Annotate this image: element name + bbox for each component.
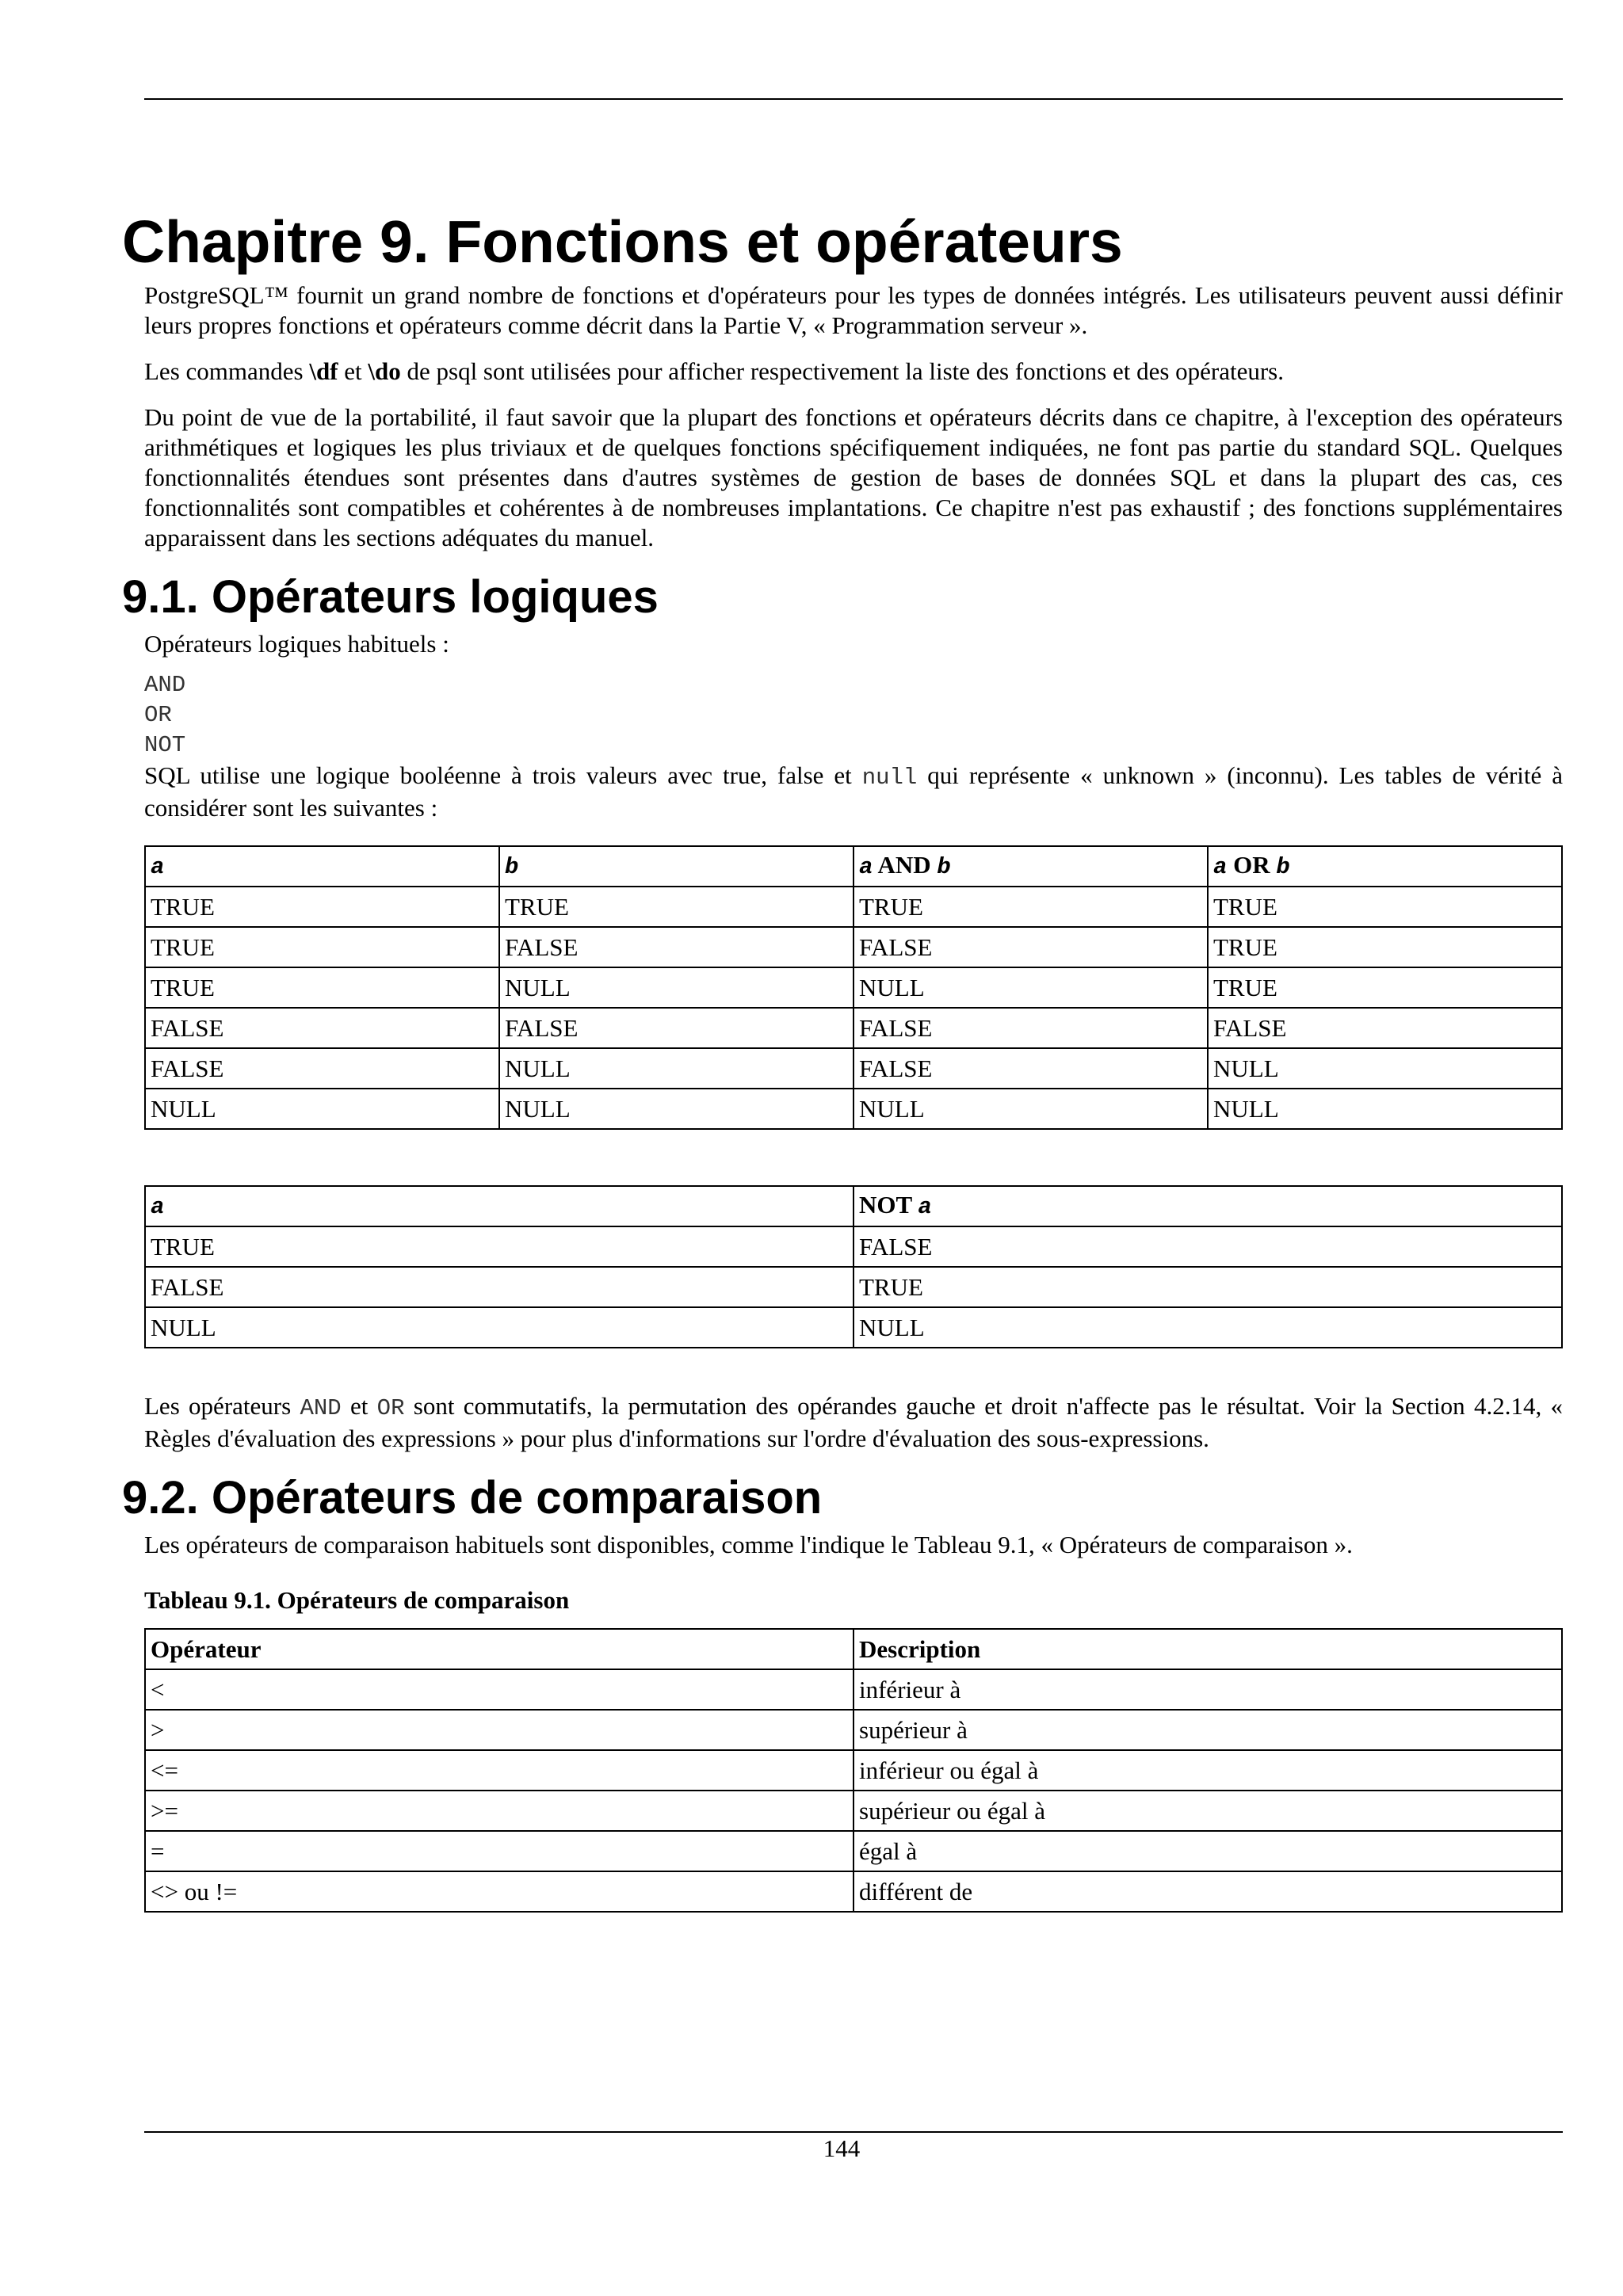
table-row: FALSE TRUE xyxy=(145,1267,1562,1307)
table-header-row xyxy=(145,1186,1562,1226)
table-row: TRUE TRUE TRUE TRUE xyxy=(145,887,1562,927)
truth-table-not xyxy=(144,1185,1563,1348)
and-keyword: AND xyxy=(300,1395,342,1421)
col-description: Description xyxy=(854,1629,1562,1669)
comparison-operators-table xyxy=(144,1628,1563,1913)
table-row: NULL NULL xyxy=(145,1307,1562,1348)
page-number: 144 xyxy=(823,2134,861,2162)
truth-table-and-or xyxy=(144,845,1563,1130)
operator-not: NOT xyxy=(144,732,186,758)
table-row: = égal à xyxy=(145,1831,1562,1871)
col-b: b xyxy=(499,846,854,887)
table-row: FALSE FALSE FALSE FALSE xyxy=(145,1008,1562,1048)
table-row: < inférieur à xyxy=(145,1669,1562,1710)
or-keyword: OR xyxy=(376,1395,405,1421)
table-caption: Tableau 9.1. Opérateurs de comparaison xyxy=(144,1586,570,1614)
psql-command-do: \do xyxy=(368,357,401,385)
table-row: TRUE NULL NULL TRUE xyxy=(145,967,1562,1008)
chapter-title: Chapitre 9. Fonctions et opérateurs xyxy=(122,208,1123,275)
col-a: a xyxy=(145,1186,854,1226)
table-row: > supérieur à xyxy=(145,1710,1562,1750)
table-header-row xyxy=(145,846,1562,887)
table-row: NULL NULL NULL NULL xyxy=(145,1089,1562,1129)
section-title-comparison-operators: 9.2. Opérateurs de comparaison xyxy=(122,1472,823,1524)
page-content xyxy=(122,206,1564,1913)
intro-paragraph-2: Les commandes \df et \do de psql sont utilisées pour afficher respectivement la liste des fonctions et des opérateurs. xyxy=(144,357,1284,385)
comparison-operators-intro: Les opérateurs de comparaison habituels sont disponibles, comme l'indique le Tableau 9.1, « Opérateurs de comparaison ». xyxy=(144,1531,1353,1558)
table-row: <> ou != différent de xyxy=(145,1871,1562,1912)
col-a-or-b: a OR b xyxy=(1208,846,1562,887)
col-a: a xyxy=(145,846,499,887)
col-not-a: NOT a xyxy=(854,1186,1562,1226)
intro-paragraph-3: Du point de vue de la portabilité, il faut savoir que la plupart des fonctions et opérateurs décrits dans ce chapitre, à l'exception des opérateurs arithmétiques et logiques les plus triviaux et de quelques fonctions spécifiquement indiquées, ne font pas partie du standard SQL. Quelques fonctionnalités étendues sont présentes dans d'autres systèmes de gestion de bases de données SQL et dans la plupart des cas, ces fonctionnalités sont compatibles et cohérentes à de nombreuses implantations. Ce chapitre n'est pas exhaustif ; des fonctions supplémentaires apparaissent dans les sections adéquates du manuel. xyxy=(144,403,1563,551)
operator-or: OR xyxy=(144,702,172,728)
commutativity-paragraph: Les opérateurs AND et OR sont commutatifs, la permutation des opérandes gauche et droit n'affecte pas le résultat. Voir la Section 4.2.14, « Règles d'évaluation des expressions » pour plus d'informations sur l'ordre d'évaluation des sous-expressions. xyxy=(144,1392,1564,1452)
table-row: TRUE FALSE FALSE TRUE xyxy=(145,927,1562,967)
logical-operators-list xyxy=(144,670,1563,761)
logical-operators-intro: Opérateurs logiques habituels : xyxy=(144,630,449,658)
three-valued-logic-paragraph: SQL utilise une logique booléenne à trois valeurs avec true, false et null qui représente « unknown » (inconnu). Les tables de vérité à considérer sont les suivantes : xyxy=(144,761,1563,822)
table-header-row xyxy=(145,1629,1562,1669)
null-keyword: null xyxy=(861,765,918,791)
col-a-and-b: a AND b xyxy=(854,846,1208,887)
psql-command-df: \df xyxy=(309,357,338,385)
table-row: >= supérieur ou égal à xyxy=(145,1791,1562,1831)
section-title-logical-operators: 9.1. Opérateurs logiques xyxy=(122,571,659,623)
table-row: <= inférieur ou égal à xyxy=(145,1750,1562,1791)
header-rule xyxy=(144,98,1563,100)
operator-and: AND xyxy=(144,672,186,698)
intro-paragraph-1: PostgreSQL™ fournit un grand nombre de fonctions et d'opérateurs pour les types de données intégrés. Les utilisateurs peuvent aussi définir leurs propres fonctions et opérateurs comme décrit dans la Partie V, « Programmation serveur ». xyxy=(144,281,1563,339)
table-row: FALSE NULL FALSE NULL xyxy=(145,1048,1562,1089)
col-operator: Opérateur xyxy=(145,1629,854,1669)
table-row: TRUE FALSE xyxy=(145,1226,1562,1267)
